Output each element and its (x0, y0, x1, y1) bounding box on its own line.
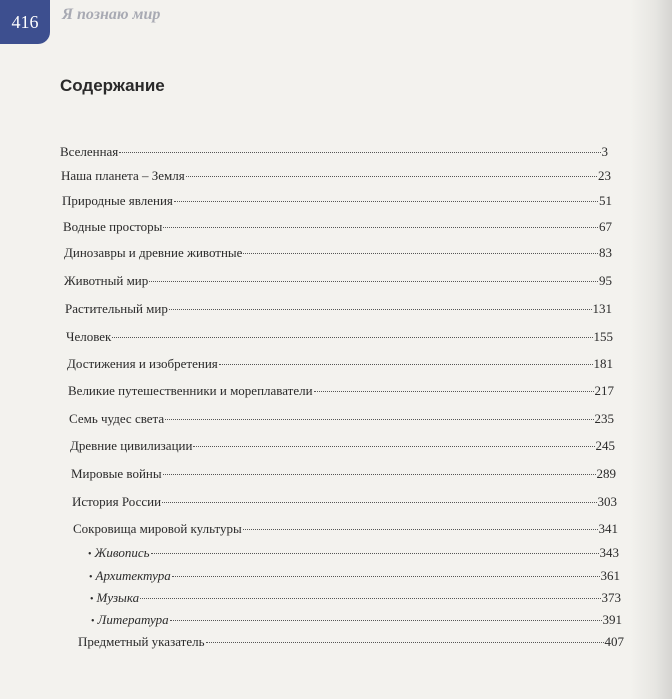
toc-entry-page: 83 (599, 245, 612, 260)
toc-entry-page: 67 (599, 219, 612, 234)
toc-entry-label: Динозавры и древние животные (64, 245, 243, 260)
page-number: 416 (11, 11, 39, 32)
toc-entry-page: 303 (597, 494, 617, 509)
toc-entry[interactable] (70, 438, 615, 454)
toc-entry-page: 155 (593, 329, 613, 344)
toc-entry-page: 341 (598, 521, 618, 536)
toc-entry-label: Животный мир (64, 273, 149, 288)
dot-leader (140, 598, 600, 599)
toc-entry-label: Предметный указатель (78, 634, 205, 649)
toc-subentry[interactable] (91, 612, 622, 630)
toc-heading: Содержание (60, 76, 165, 95)
toc-entry-label: Семь чудес света (69, 411, 165, 426)
dot-leader (193, 446, 594, 447)
toc-entry-label: Водные просторы (63, 219, 163, 234)
toc-entry[interactable] (62, 193, 612, 209)
toc-entry-page: 245 (595, 438, 615, 453)
toc-entry-label: Сокровища мировой культуры (73, 521, 242, 536)
toc-entry-page: 23 (598, 168, 611, 183)
toc-entry-label: Вселенная (60, 144, 119, 159)
toc-entry-label: Живопись (94, 545, 150, 560)
dot-leader (170, 620, 602, 621)
toc-entry-page: 181 (593, 356, 613, 371)
toc-entry-label: Литература (97, 612, 169, 627)
toc-entry[interactable] (60, 144, 608, 160)
dot-leader (163, 474, 596, 475)
toc-entry-page: 235 (594, 411, 614, 426)
running-title: Я познаю мир (62, 6, 161, 23)
toc-entry-page: 361 (600, 568, 620, 583)
dot-leader (163, 227, 598, 228)
bullet-icon: • (90, 594, 94, 605)
toc-entry[interactable] (69, 411, 614, 427)
dot-leader (172, 576, 600, 577)
dot-leader (162, 502, 596, 503)
toc-entry-page: 131 (592, 301, 612, 316)
toc-subentry[interactable] (89, 568, 620, 586)
toc-entry-page: 3 (601, 144, 608, 159)
toc-entry[interactable] (64, 273, 612, 289)
dot-leader (119, 152, 600, 153)
dot-leader (243, 529, 598, 530)
toc-entry-label: Природные явления (62, 193, 173, 208)
toc-entry[interactable] (63, 219, 612, 235)
toc-entry-page: 373 (601, 590, 621, 605)
toc-entry-label: История России (72, 494, 162, 509)
bullet-icon: • (88, 549, 92, 560)
toc-entry-page: 391 (602, 612, 622, 627)
toc-entry[interactable] (66, 329, 613, 345)
toc-entry-label: Мировые войны (71, 466, 162, 481)
toc-entry[interactable] (73, 521, 618, 537)
toc-entry-page: 51 (599, 193, 612, 208)
dot-leader (243, 253, 598, 254)
dot-leader (219, 364, 593, 365)
toc-entry[interactable] (68, 383, 614, 399)
toc-entry[interactable] (65, 301, 612, 317)
dot-leader (149, 281, 598, 282)
toc-entry-label: Древние цивилизации (70, 438, 193, 453)
toc-entry-label: Достижения и изобретения (67, 356, 218, 371)
toc-entry-label: Наша планета – Земля (61, 168, 185, 183)
dot-leader (169, 309, 592, 310)
dot-leader (174, 201, 598, 202)
toc-entry[interactable] (72, 494, 617, 510)
toc-entry-page: 217 (594, 383, 614, 398)
dot-leader (206, 642, 604, 643)
dot-leader (314, 391, 594, 392)
dot-leader (186, 176, 597, 177)
bullet-icon: • (89, 572, 93, 583)
toc-entry[interactable] (78, 634, 624, 650)
toc-entry-page: 407 (604, 634, 624, 649)
toc-entry-page: 289 (596, 466, 616, 481)
toc-entry[interactable] (67, 356, 613, 372)
toc-entry[interactable] (71, 466, 616, 482)
toc-entry[interactable] (64, 245, 612, 261)
toc-subentry[interactable] (90, 590, 621, 608)
toc-subentry[interactable] (88, 545, 619, 563)
toc-entry-label: Человек (66, 329, 112, 344)
toc-entry[interactable] (61, 168, 611, 184)
dot-leader (165, 419, 593, 420)
toc-entry-label: Архитектура (95, 568, 171, 583)
toc-entry-page: 343 (599, 545, 619, 560)
toc-entry-label: Музыка (96, 590, 140, 605)
toc-entry-label: Растительный мир (65, 301, 168, 316)
toc-entry-page: 95 (599, 273, 612, 288)
dot-leader (151, 553, 599, 554)
bullet-icon: • (91, 616, 95, 627)
dot-leader (112, 337, 592, 338)
toc-entry-label: Великие путешественники и мореплаватели (68, 383, 313, 398)
